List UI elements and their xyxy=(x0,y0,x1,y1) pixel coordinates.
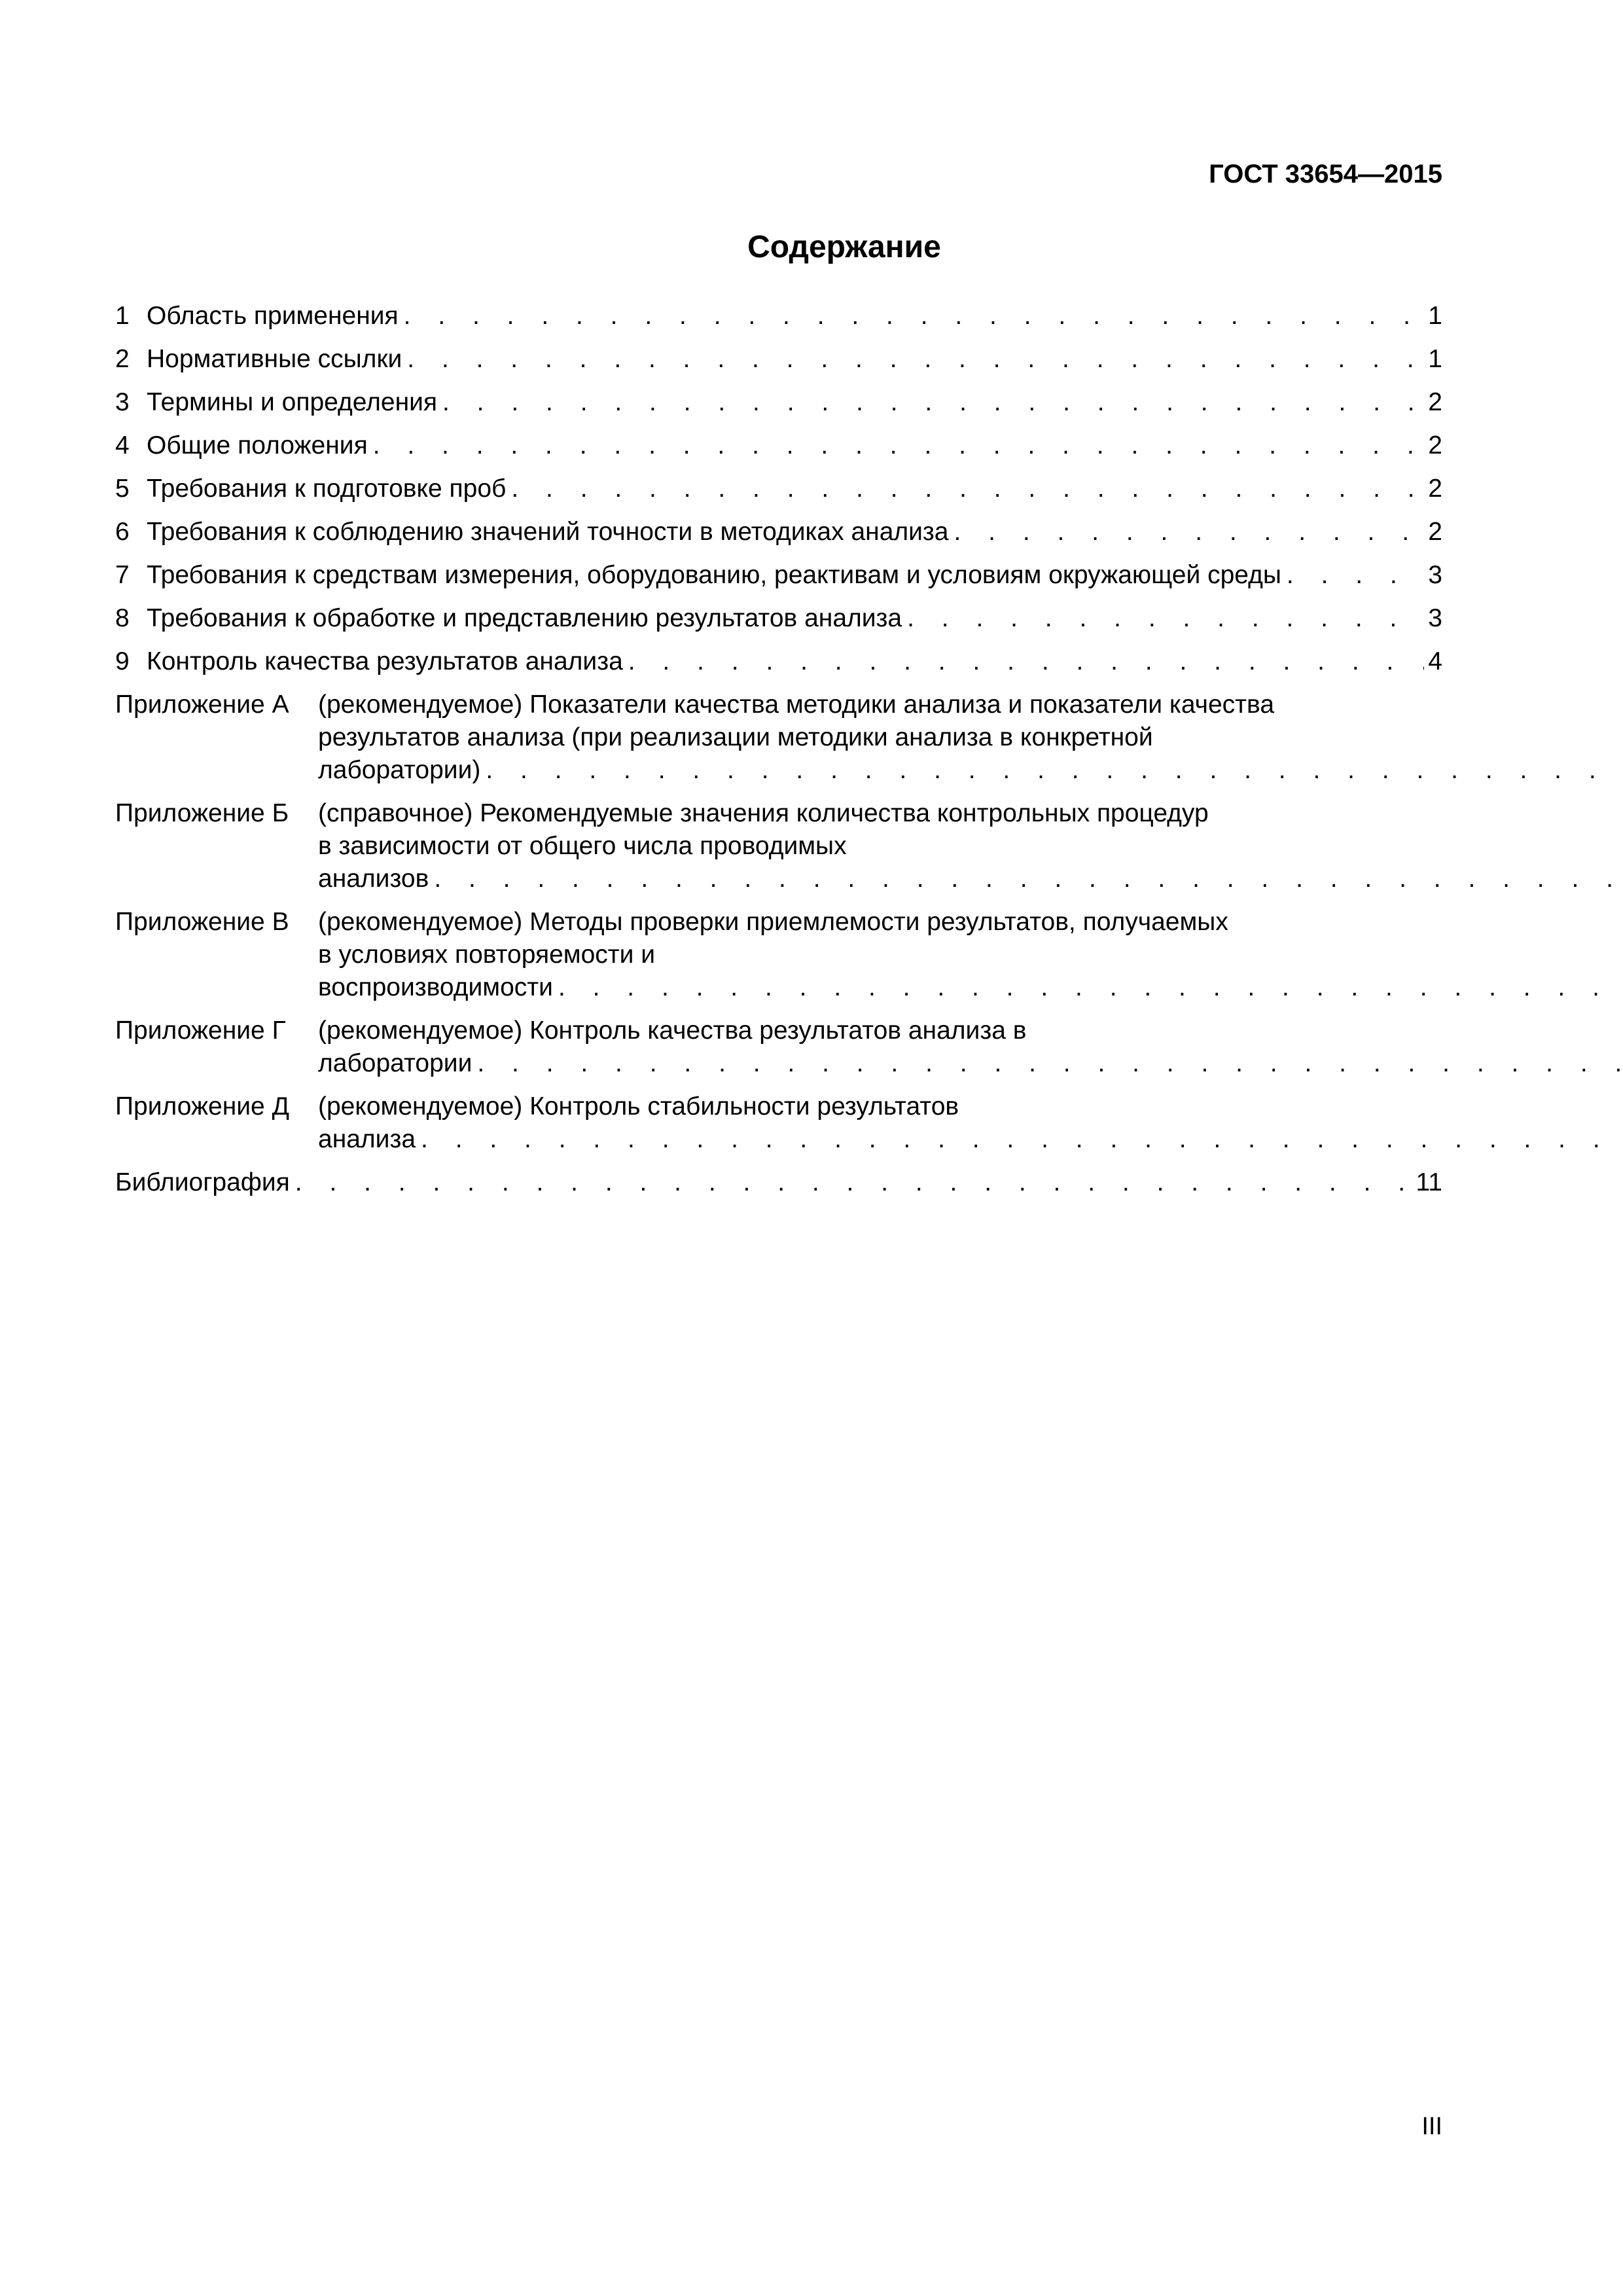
toc-entry-title: Термины и определения xyxy=(147,388,438,416)
page-title: Содержание xyxy=(747,230,941,264)
dot-leader xyxy=(472,1049,1623,1077)
toc-entry-8[interactable] xyxy=(115,602,1442,635)
toc-entry-page: 11 xyxy=(1416,1168,1442,1196)
dot-leader xyxy=(506,473,1424,505)
toc-appendix-a[interactable] xyxy=(115,689,1442,787)
toc-entry-number: 5 xyxy=(115,475,130,503)
toc-bibliography[interactable] xyxy=(115,1166,1442,1199)
dot-leader xyxy=(949,516,1425,548)
toc-entry-number: 2 xyxy=(115,345,130,373)
toc-entry-1[interactable] xyxy=(115,300,1442,332)
dot-leader xyxy=(399,300,1425,332)
toc-entry-6[interactable] xyxy=(115,516,1442,548)
toc-entry-page: 2 xyxy=(1428,431,1442,459)
toc-entry-number: 6 xyxy=(115,518,130,546)
dot-leader xyxy=(480,756,1623,784)
appendix-label: Приложение В xyxy=(115,908,289,936)
toc-entry-title: Требования к соблюдению значений точности в методиках анализа xyxy=(147,518,949,546)
toc-entry-title: Область применения xyxy=(147,302,399,330)
toc-appendix-v[interactable] xyxy=(115,906,1442,1004)
appendix-title-last-line: (рекомендуемое) Контроль качества результатов анализа в лаборатории xyxy=(318,1016,1027,1077)
toc-entry-number: 8 xyxy=(115,604,130,632)
toc-entry-number: 3 xyxy=(115,388,130,416)
toc-entry-title: Библиография xyxy=(115,1168,290,1196)
table-of-contents xyxy=(115,300,1442,1210)
toc-entry-page: 4 xyxy=(1428,647,1442,675)
toc-appendix-g[interactable] xyxy=(115,1014,1442,1080)
dot-leader xyxy=(902,602,1424,635)
page-number: III xyxy=(1421,2113,1442,2140)
toc-entry-title: Нормативные ссылки xyxy=(147,345,402,373)
toc-entry-3[interactable] xyxy=(115,386,1442,419)
appendix-title-last-line: лаборатории) xyxy=(318,756,481,784)
dot-leader xyxy=(402,343,1424,376)
dot-leader xyxy=(437,386,1424,419)
toc-appendix-d[interactable] xyxy=(115,1090,1442,1156)
toc-entry-title: Контроль качества результатов анализа xyxy=(147,647,623,675)
appendix-label: Приложение А xyxy=(115,691,289,719)
appendix-title-line: (рекомендуемое) Методы проверки приемлемости результатов, получаемых xyxy=(318,908,1228,936)
dot-leader xyxy=(623,645,1425,678)
dot-leader xyxy=(416,1125,1623,1153)
toc-entry-7[interactable] xyxy=(115,559,1442,592)
appendix-title-line: (рекомендуемое) Показатели качества методики анализа и показатели качества xyxy=(318,691,1275,719)
dot-leader xyxy=(1281,559,1424,592)
dot-leader xyxy=(429,865,1623,893)
appendix-title-line: (справочное) Рекомендуемые значения количества контрольных процедур xyxy=(318,799,1209,827)
toc-entry-9[interactable] xyxy=(115,645,1442,678)
toc-entry-page: 2 xyxy=(1428,475,1442,503)
toc-entry-title: Требования к подготовке проб xyxy=(147,475,507,503)
appendix-title-last-line: в условиях повторяемости и воспроизводимости xyxy=(318,941,656,1001)
toc-entry-page: 2 xyxy=(1428,518,1442,546)
toc-entry-page: 2 xyxy=(1428,388,1442,416)
toc-entry-2[interactable] xyxy=(115,343,1442,376)
toc-appendix-b[interactable] xyxy=(115,797,1442,895)
toc-entry-page: 3 xyxy=(1428,561,1442,589)
appendix-title-last-line: (рекомендуемое) Контроль стабильности результатов анализа xyxy=(318,1092,959,1153)
toc-entry-title: Требования к средствам измерения, оборудованию, реактивам и условиям окружающей среды xyxy=(147,561,1281,589)
toc-entry-number: 9 xyxy=(115,647,130,675)
dot-leader xyxy=(553,973,1623,1001)
toc-entry-number: 7 xyxy=(115,561,130,589)
toc-entry-number: 4 xyxy=(115,431,130,459)
toc-entry-title: Требования к обработке и представлению результатов анализа xyxy=(147,604,902,632)
document-code: ГОСТ 33654—2015 xyxy=(1209,160,1442,188)
toc-entry-5[interactable] xyxy=(115,473,1442,505)
toc-entry-4[interactable] xyxy=(115,429,1442,462)
toc-entry-title: Общие положения xyxy=(147,431,368,459)
toc-entry-page: 3 xyxy=(1428,604,1442,632)
toc-entry-page: 1 xyxy=(1428,302,1442,330)
appendix-label: Приложение Г xyxy=(115,1016,286,1045)
appendix-label: Приложение Д xyxy=(115,1092,289,1121)
dot-leader xyxy=(368,429,1425,462)
dot-leader xyxy=(290,1166,1412,1199)
toc-entry-page: 1 xyxy=(1428,345,1442,373)
appendix-title-last-line: в зависимости от общего числа проводимых анализов xyxy=(318,832,847,893)
toc-entry-number: 1 xyxy=(115,302,130,330)
appendix-title-line: результатов анализа (при реализации методики анализа в конкретной xyxy=(318,723,1153,751)
appendix-label: Приложение Б xyxy=(115,799,289,827)
